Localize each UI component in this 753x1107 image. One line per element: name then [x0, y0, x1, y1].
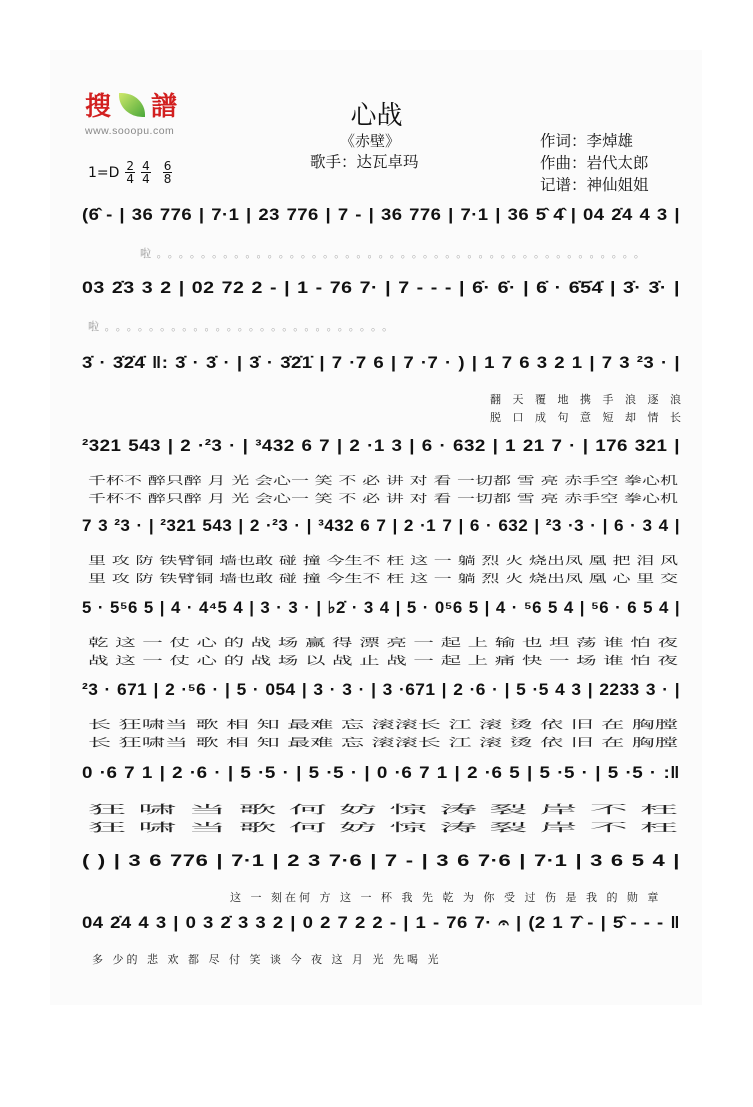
- lyricist: 作词：李焯雄: [540, 132, 634, 150]
- lyric-line: 多 少的 悲 欢 都 尽 付 笑 谈 今 夜 这 月 光 先喝 光: [92, 953, 442, 966]
- notation-line: 04 2̇4 4 3 | 0 3 2̇ 3 3 2 | 0 2 7 2 2 - | 1 - 76 7· 𝄐 | (2 1 7̂ - | 5̂ - - - ‖: [82, 914, 680, 932]
- lyric-line: 乾 这 一 仗 心 的 战 场 赢 得 漂 亮 一 起 上 输 也 坦 荡 谁 怕 夜: [88, 636, 678, 649]
- notation-line: 5 · 5⁵6 5 | 4 · 4⁴5 4 | 3 · 3 · | ♭2̇ · 3 4 | 5 · 0⁵6 5 | 4 · ⁵6 5 4 | ⁵6 · 6 5 4 |: [82, 599, 680, 617]
- notation-line: ²3 · 671 | 2 ·⁵6 · | 5 · 054 | 3 · 3 · | 3 ·671 | 2 ·6 · | 5 ·5 4 3 | 2233 3 · |: [82, 681, 680, 699]
- notation-line: 03 2̇3 3 2 | 02 72 2 - | 1 - 76 7· | 7 - - - | 6̇· 6̇· | 6̇ · 6̇5̇4̇ | 3̇· 3̇· |: [82, 279, 680, 297]
- singer: 歌手：达瓦卓玛: [310, 153, 419, 171]
- credits: [540, 130, 649, 196]
- song-title: 心战: [350, 101, 403, 131]
- time-signature-6-8: $\frac{6}{8}$: [163, 159, 172, 186]
- lyric-line: 长 狂啸当 歌 相 知 最难 忘 滚滚长 江 滚 烫 依 旧 在 胸膛: [88, 736, 679, 749]
- transcriber: 记谱：神仙姐姐: [540, 176, 649, 194]
- time-signature-2-4: $\frac{2}{4}$: [126, 159, 135, 186]
- logo-url: www.sooopu.com: [85, 125, 175, 137]
- lyric-line: 长 狂啸当 歌 相 知 最难 忘 滚滚长 江 滚 烫 依 旧 在 胸膛: [88, 718, 679, 731]
- key-signature: [88, 160, 172, 185]
- time-signature-4-4: $\frac{4}{4}$: [142, 159, 150, 186]
- vocalise-line: 啦。。。。。。。。。。。。。。。。。。。。。。。。。。: [88, 320, 399, 333]
- notation-line: 3̇ · 3̇2̇4̇ ‖: 3̇ · 3̇ · | 3̇ · 3̇2̇1̇ | 7 ·7 6 | 7 ·7 · ) | 1 7 6 3 2 1 | 7 3 ²3 · |: [82, 354, 680, 372]
- lyric-line: 这 一 刻在何 方 这 一 杯 我 先 乾 为 你 受 过 伤 是 我 的 勋 章: [230, 891, 662, 904]
- lyric-line: 狂 啸 当 歌 何 妨 惊 涛 裂 岸 不 枉: [88, 803, 678, 816]
- key: 1=D: [88, 164, 120, 181]
- notation-line: ²321 543 | 2 ·²3 · | ³432 6 7 | 2 ·1 3 | 6 · 632 | 1 21 7 · | 176 321 |: [82, 437, 680, 455]
- logo-char-1: 搜: [85, 92, 114, 122]
- song-subtitle: 《赤壁》: [340, 132, 401, 150]
- notation-line: 7 3 ²3 · | ²321 543 | 2 ·²3 · | ³432 6 7 | 2 ·1 7 | 6 · 632 | ²3 ·3 · | 6 · 3 4 |: [82, 517, 680, 535]
- lyric-line: 里 攻 防 铁臂铜 墙也敢 碰 撞 今生不 枉 这 一 躺 烈 火 烧出凤 凰 把 泪 风: [88, 554, 678, 567]
- lyric-line: 翻 天 覆 地 携 手 浪 逐 浪: [490, 393, 685, 406]
- lyric-line: 脱 口 成 句 意 短 却 情 长: [490, 411, 685, 424]
- notation-line: ( ) | 3 6 776 | 7·1 | 2 3 7·6 | 7 - | 3 6 7·6 | 7·1 | 3 6 5 4 |: [82, 852, 680, 870]
- vocalise-line: 啦。。。。。。。。。。。。。。。。。。。。。。。。。。。。。。。。。。。。。。。。。。。。: [140, 247, 651, 260]
- notation-line: (6̂ - | 36 776 | 7·1 | 23 776 | 7 - | 36 776 | 7·1 | 36 5̂ 4̂ | 04 2̇4 4 3 |: [82, 206, 680, 224]
- composer: 作曲：岩代太郎: [540, 154, 649, 172]
- lyric-line: 千杯不 醉只醉 月 光 会心一 笑 不 必 讲 对 看 一切都 雪 亮 赤手空 拳心机: [88, 492, 678, 505]
- lyric-line: 战 这 一 仗 心 的 战 场 以 战 止 战 一 起 上 痛 快 一 场 谁 怕 夜: [88, 654, 678, 667]
- lyric-line: 千杯不 醉只醉 月 光 会心一 笑 不 必 讲 对 看 一切都 雪 亮 赤手空 拳心机: [88, 474, 678, 487]
- logo-char-2: 譜: [151, 92, 180, 122]
- notation-line: 0 ·6 7 1 | 2 ·6 · | 5 ·5 · | 5 ·5 · | 0 ·6 7 1 | 2 ·6 5 | 5 ·5 · | 5 ·5 · :‖: [82, 764, 680, 782]
- lyric-line: 里 攻 防 铁臂铜 墙也敢 碰 撞 今生不 枉 这 一 躺 烈 火 烧出凤 凰 心 里 交: [88, 572, 678, 585]
- lyric-line: 狂 啸 当 歌 何 妨 惊 涛 裂 岸 不 枉: [88, 821, 678, 834]
